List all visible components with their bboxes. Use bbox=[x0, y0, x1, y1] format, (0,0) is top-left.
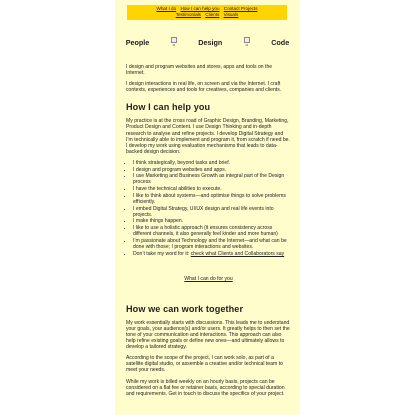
list-item bbox=[133, 251, 291, 257]
help-paragraph: My practice is at the cross road of Graphic Design, Branding, Marketing, Product Design and Content. I use Design Thinking and in-depth research to analyse and refine projects. I develop Digital Strategy and I’m technically able to implement and program it, from scratch if need be. I develop my work using evaluation mechanisms that leads to data-backed design decision. bbox=[126, 118, 290, 155]
list-item-text: Don’t take my word for it: bbox=[133, 250, 191, 257]
list-item: • I design and program websites and apps. bbox=[133, 167, 291, 173]
list-item: • I’m passionate about Technology and the Internet—and what can be done with those; I program interactions and websites. bbox=[133, 238, 291, 250]
code-label: Code bbox=[271, 37, 290, 47]
together-paragraph: My work essentially starts with discussions. This leads me to understand your goals, your audience(s) and/or users. It greatly helps to then set the tone of your communication and interactions. This approach can also help refine existing goals or define new ones—and ultimately allows to develop a tailored strategy. bbox=[126, 319, 290, 351]
together-paragraph: According to the scope of the project, I can work solo, as part of a satellite digital studio, or assemble a creative and/or technical team to meet your needs. bbox=[126, 355, 283, 374]
list-item: • I like to think about systems—and optimise things to solve problems efficiently. bbox=[133, 193, 291, 205]
list-item: • I like to use a holistic approach (it ensures consistency across different channels, it also generally feel kinder and more human) bbox=[133, 225, 291, 237]
section-heading-help: How I can help you bbox=[126, 102, 211, 113]
nav-visuals[interactable]: Visuals bbox=[223, 12, 239, 17]
list-item: • I embed Digital Strategy, UI/UX design and real life events into projects. bbox=[133, 206, 291, 218]
top-navigation bbox=[127, 5, 287, 20]
nav-clients[interactable]: Clients bbox=[205, 12, 220, 17]
intro-paragraph: I design and program websites and stores, apps and tools on the Internet. bbox=[126, 64, 273, 77]
nav-how-i-can-help[interactable]: How I can help you bbox=[180, 6, 220, 11]
what-i-can-do-link[interactable]: What I can do for you bbox=[184, 275, 233, 282]
list-item: • I use Marketing and Business Growth as integral part of the Design process bbox=[133, 173, 291, 185]
what-i-can-do-row bbox=[126, 276, 291, 282]
intro-paragraph: I design interactions in real life, on screen and via the Internet. I craft contexts, experiences and tools for creatives, companies and clients. bbox=[126, 81, 282, 94]
clients-collaborators-link[interactable]: check what Clients and Collaborators say bbox=[190, 250, 285, 257]
skills-list bbox=[126, 160, 291, 257]
separator-image bbox=[171, 37, 177, 47]
separator-mark: •• bbox=[172, 43, 176, 47]
list-item: • I make things happen. bbox=[133, 218, 291, 224]
nav-testimonials[interactable]: Testimonials bbox=[175, 12, 201, 17]
separator-mark: •• bbox=[245, 43, 248, 47]
main-content bbox=[126, 64, 291, 402]
nav-what-i-do[interactable]: What I do bbox=[156, 6, 177, 11]
list-item: • I have the technical abilities to execute. bbox=[133, 186, 291, 192]
separator-image bbox=[244, 37, 250, 47]
design-label: Design bbox=[198, 37, 223, 47]
people-label: People bbox=[125, 37, 150, 47]
list-item: • I think strategically, beyond tasks and brief. bbox=[133, 160, 291, 166]
nav-contact-projects[interactable]: Contact Projects bbox=[223, 6, 258, 11]
together-paragraph: While my work is billed weekly on an hourly basis, projects can be considered on a flat fee or retainer basis, according to special duration and requirements. Get in touch to discuss the specifics of your project. bbox=[126, 378, 285, 397]
section-heading-together: How we can work together bbox=[126, 303, 244, 314]
people-design-code-row bbox=[115, 37, 300, 47]
